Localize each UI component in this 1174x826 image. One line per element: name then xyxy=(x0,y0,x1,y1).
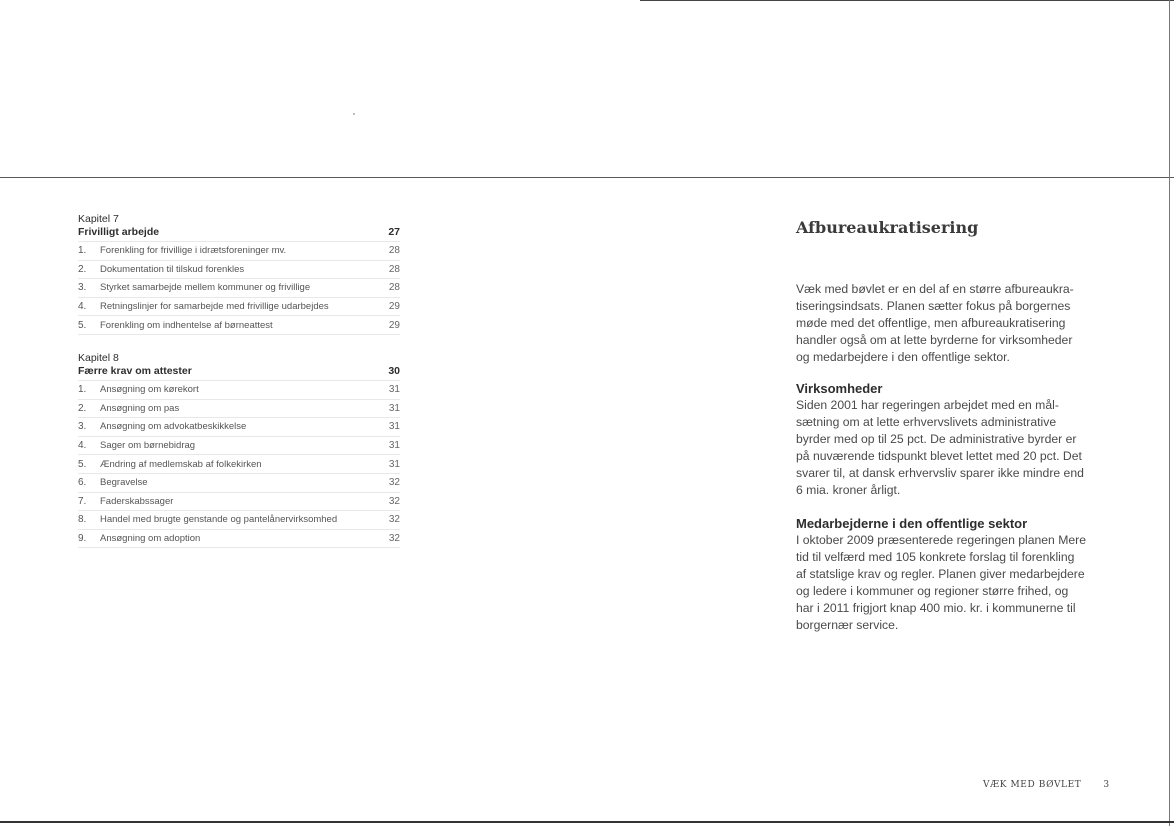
toc-entry xyxy=(78,298,400,317)
entry-text: Ændring af medlemskab af folkekirken xyxy=(100,458,262,470)
entry-number: 4. xyxy=(78,440,87,452)
chapter-label: Kapitel 8 xyxy=(78,352,119,364)
toc-entry xyxy=(78,455,400,474)
entry-number: 6. xyxy=(78,477,87,489)
toc-entry xyxy=(78,261,400,280)
toc-chapter-8 xyxy=(78,352,400,548)
entry-text: Faderskabssager xyxy=(100,495,174,507)
entry-page: 31 xyxy=(388,440,400,452)
entry-number: 3. xyxy=(78,421,87,433)
footer-title: VÆK MED BØVLET xyxy=(983,780,1082,790)
entry-text: Begravelse xyxy=(100,477,148,489)
entry-number: 9. xyxy=(78,533,87,545)
toc-chapter-7 xyxy=(78,213,400,335)
entry-page: 29 xyxy=(388,301,400,313)
entry-number: 8. xyxy=(78,514,87,526)
intro-paragraph: Væk med bøvlet er en del af en større afbureaukra-tiseringsindsats. Planen sætter fokus på borgernes møde med det offentlige, men afbureaukratisering handler også om at lette byrderne for virksomheder og medarbejdere i den offentlige sektor. xyxy=(796,282,1074,364)
entry-text: Dokumentation til tilskud forenkles xyxy=(100,263,245,275)
entry-page: 32 xyxy=(388,477,400,489)
entry-number: 2. xyxy=(78,402,87,414)
entry-page: 28 xyxy=(388,282,400,294)
entry-number: 2. xyxy=(78,263,87,275)
entry-page: 28 xyxy=(388,245,400,257)
entry-text: Forenkling om indhentelse af børneattest xyxy=(100,319,273,331)
entry-text: Styrket samarbejde mellem kommuner og frivillige xyxy=(100,282,311,294)
entry-text: Ansøgning om advokatbeskikkelse xyxy=(100,421,247,433)
entry-number: 1. xyxy=(78,384,87,396)
entry-text: Handel med brugte genstande og pantelånervirksomhed xyxy=(100,514,338,526)
right-edge-line xyxy=(1169,0,1170,826)
section-virksomheder xyxy=(796,380,1086,499)
entry-text: Retningslinjer for samarbejde med frivillige udarbejdes xyxy=(100,301,329,313)
page-footer xyxy=(983,780,1110,790)
section-body: Siden 2001 har regeringen arbejdet med en mål-sætning om at lette erhvervslivets administrative byrder med op til 25 pct. De administrative byrder er på nuværende tidspunkt blevet lettet med 20 pct. Det svarer til, at dansk erhvervsliv sparer ikke mindre end 6 mia. kroner årligt. xyxy=(796,398,1084,497)
chapter-title: Færre krav om attester xyxy=(78,365,192,377)
entry-page: 31 xyxy=(388,402,400,414)
scan-speck xyxy=(353,113,355,115)
section-medarbejdere xyxy=(796,515,1086,634)
toc-entry xyxy=(78,493,400,512)
top-edge-line xyxy=(640,0,1174,1)
entry-number: 5. xyxy=(78,319,87,331)
section-body: I oktober 2009 præsenterede regeringen planen Mere tid til velfærd med 105 konkrete forslag til forenkling af statslige krav og regler. Planen giver medarbejdere og ledere i kommuner og regioner større frihed, og har i 2011 frigjort knap 400 mio. kr. i kommunerne til borgernær service. xyxy=(796,533,1086,632)
toc-entry xyxy=(78,511,400,530)
entry-number: 1. xyxy=(78,245,87,257)
toc-entry xyxy=(78,418,400,437)
entry-text: Ansøgning om pas xyxy=(100,402,180,414)
entry-page: 31 xyxy=(388,384,400,396)
entry-page: 28 xyxy=(388,263,400,275)
chapter-page: 30 xyxy=(388,365,400,377)
chapter-title-row xyxy=(78,365,400,381)
article-heading-wrap xyxy=(796,218,1086,237)
entry-page: 32 xyxy=(388,495,400,507)
entry-text: Sager om børnebidrag xyxy=(100,440,196,452)
entry-page: 32 xyxy=(388,533,400,545)
toc-entry xyxy=(78,400,400,419)
article-heading: Afbureaukratisering xyxy=(796,218,979,237)
toc-entry xyxy=(78,437,400,456)
bottom-edge-line xyxy=(0,821,1174,823)
entry-text: Ansøgning om adoption xyxy=(100,533,201,545)
entry-page: 29 xyxy=(388,319,400,331)
chapter-title-row xyxy=(78,226,400,242)
entry-text: Ansøgning om kørekort xyxy=(100,384,199,396)
entry-number: 4. xyxy=(78,301,87,313)
entry-page: 31 xyxy=(388,458,400,470)
chapter-label: Kapitel 7 xyxy=(78,213,119,225)
entry-number: 3. xyxy=(78,282,87,294)
horizontal-rule xyxy=(0,177,1174,178)
section-title: Virksomheder xyxy=(796,381,883,396)
toc-entry xyxy=(78,530,400,549)
toc-entry xyxy=(78,316,400,335)
entry-page: 31 xyxy=(388,421,400,433)
chapter-title: Frivilligt arbejde xyxy=(78,226,160,238)
page-number: 3 xyxy=(1103,780,1110,790)
entry-number: 7. xyxy=(78,495,87,507)
toc-entry xyxy=(78,474,400,493)
toc-entry xyxy=(78,242,400,261)
entry-page: 32 xyxy=(388,514,400,526)
entry-text: Forenkling for frivillige i idrætsforeninger mv. xyxy=(100,245,287,257)
toc-entry xyxy=(78,381,400,400)
section-title: Medarbejderne i den offentlige sektor xyxy=(796,516,1028,531)
entry-number: 5. xyxy=(78,458,87,470)
chapter-page: 27 xyxy=(388,226,400,238)
toc-entry xyxy=(78,279,400,298)
